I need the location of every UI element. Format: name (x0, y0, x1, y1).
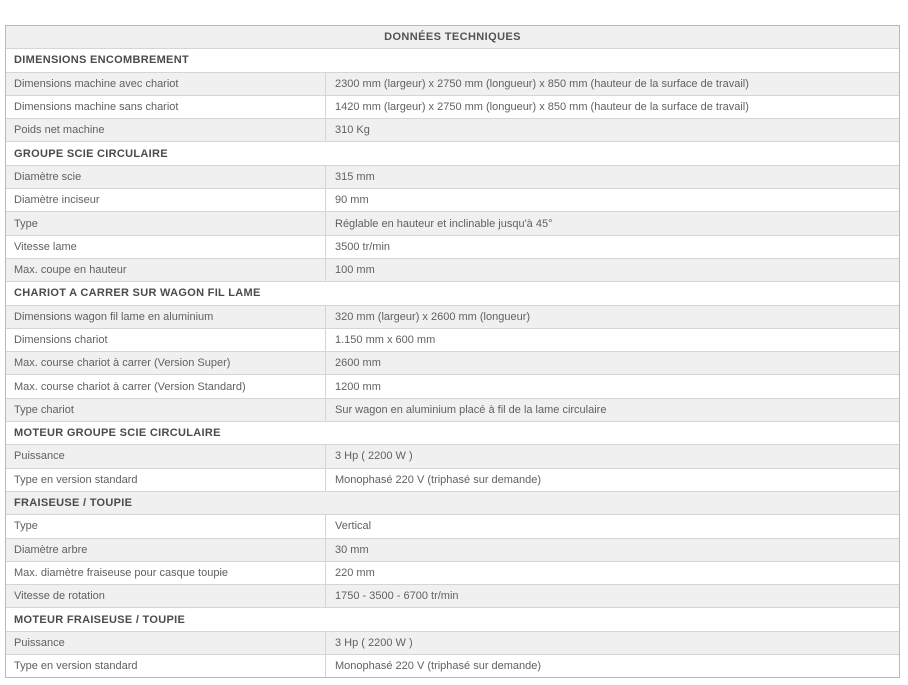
table-title: DONNÉES TECHNIQUES (384, 31, 521, 44)
spec-value: Réglable en hauteur et inclinable jusqu'à 45° (335, 217, 553, 230)
spec-row (6, 212, 899, 235)
table-rows-container (6, 49, 899, 677)
spec-row (6, 259, 899, 282)
spec-row (6, 329, 899, 352)
spec-label: Max. coupe en hauteur (6, 259, 326, 281)
spec-row (6, 119, 899, 142)
spec-label: Type chariot (6, 399, 326, 421)
spec-value: 1750 - 3500 - 6700 tr/min (335, 590, 459, 603)
section-title: GROUPE SCIE CIRCULAIRE (14, 147, 168, 160)
spec-value: Sur wagon en aluminium placé à fil de la lame circulaire (335, 403, 607, 416)
spec-value: Monophasé 220 V (triphasé sur demande) (335, 660, 542, 673)
spec-label: Diamètre arbre (6, 539, 326, 561)
section-title: FRAISEUSE / TOUPIE (14, 497, 133, 510)
spec-value: 2600 mm (335, 357, 381, 370)
spec-value: 320 mm (largeur) x 2600 mm (longueur) (335, 310, 531, 323)
spec-row (6, 306, 899, 329)
spec-row (6, 236, 899, 259)
spec-row (6, 189, 899, 212)
spec-value: 310 Kg (335, 124, 370, 137)
spec-label: Max. course chariot à carrer (Version Super) (6, 352, 326, 374)
section-header-row (6, 608, 899, 631)
spec-label: Vitesse lame (6, 236, 326, 258)
spec-row (6, 515, 899, 538)
section-header-row (6, 422, 899, 445)
spec-label: Dimensions machine sans chariot (6, 96, 326, 118)
spec-value: 1.150 mm x 600 mm (335, 334, 436, 346)
spec-value: 220 mm (335, 566, 375, 579)
technical-data-table (5, 25, 900, 678)
spec-label: Diamètre scie (6, 166, 326, 188)
spec-value: 90 mm (335, 194, 369, 207)
spec-label: Dimensions machine avec chariot (6, 73, 326, 95)
table-title-row (6, 26, 899, 49)
spec-row (6, 166, 899, 189)
spec-label: Dimensions wagon fil lame en aluminium (6, 306, 326, 328)
section-title: CHARIOT A CARRER SUR WAGON FIL LAME (14, 287, 261, 300)
spec-row (6, 375, 899, 398)
spec-value: 30 mm (335, 543, 369, 556)
spec-value: 100 mm (335, 264, 375, 277)
spec-value: 2300 mm (largeur) x 2750 mm (longueur) x 850 mm (hauteur de la surface de travail) (335, 77, 749, 90)
spec-label: Type en version standard (6, 469, 326, 491)
spec-value: 1200 mm (335, 380, 381, 393)
spec-row (6, 562, 899, 585)
section-header-row (6, 142, 899, 165)
spec-value: Monophasé 220 V (triphasé sur demande) (335, 473, 542, 486)
spec-row (6, 73, 899, 96)
spec-row (6, 539, 899, 562)
spec-value: 1420 mm (largeur) x 2750 mm (longueur) x 850 mm (hauteur de la surface de travail) (335, 101, 749, 114)
spec-label: Max. course chariot à carrer (Version Standard) (6, 375, 326, 397)
spec-label: Max. diamètre fraiseuse pour casque toupie (6, 562, 326, 584)
section-header-row (6, 282, 899, 305)
spec-label: Type en version standard (6, 655, 326, 677)
section-title: MOTEUR FRAISEUSE / TOUPIE (14, 613, 186, 626)
spec-value: 3500 tr/min (335, 240, 391, 253)
spec-value: 3 Hp ( 2200 W ) (335, 636, 413, 649)
spec-label: Puissance (6, 445, 326, 467)
spec-label: Puissance (6, 632, 326, 654)
section-title: DIMENSIONS ENCOMBREMENT (14, 54, 189, 67)
spec-value: Vertical (335, 520, 372, 533)
section-header-row (6, 49, 899, 72)
spec-label: Poids net machine (6, 119, 326, 141)
spec-row (6, 96, 899, 119)
spec-row (6, 585, 899, 608)
spec-row (6, 632, 899, 655)
spec-label: Dimensions chariot (6, 329, 326, 351)
section-header-row (6, 492, 899, 515)
spec-value: 315 mm (335, 170, 375, 183)
spec-row (6, 655, 899, 677)
spec-label: Diamètre inciseur (6, 189, 326, 211)
spec-label: Type (6, 515, 326, 537)
spec-row (6, 445, 899, 468)
spec-value: 3 Hp ( 2200 W ) (335, 450, 413, 463)
section-title: MOTEUR GROUPE SCIE CIRCULAIRE (14, 427, 221, 440)
spec-row (6, 352, 899, 375)
spec-label: Vitesse de rotation (6, 585, 326, 607)
spec-row (6, 399, 899, 422)
spec-label: Type (6, 212, 326, 234)
spec-row (6, 469, 899, 492)
